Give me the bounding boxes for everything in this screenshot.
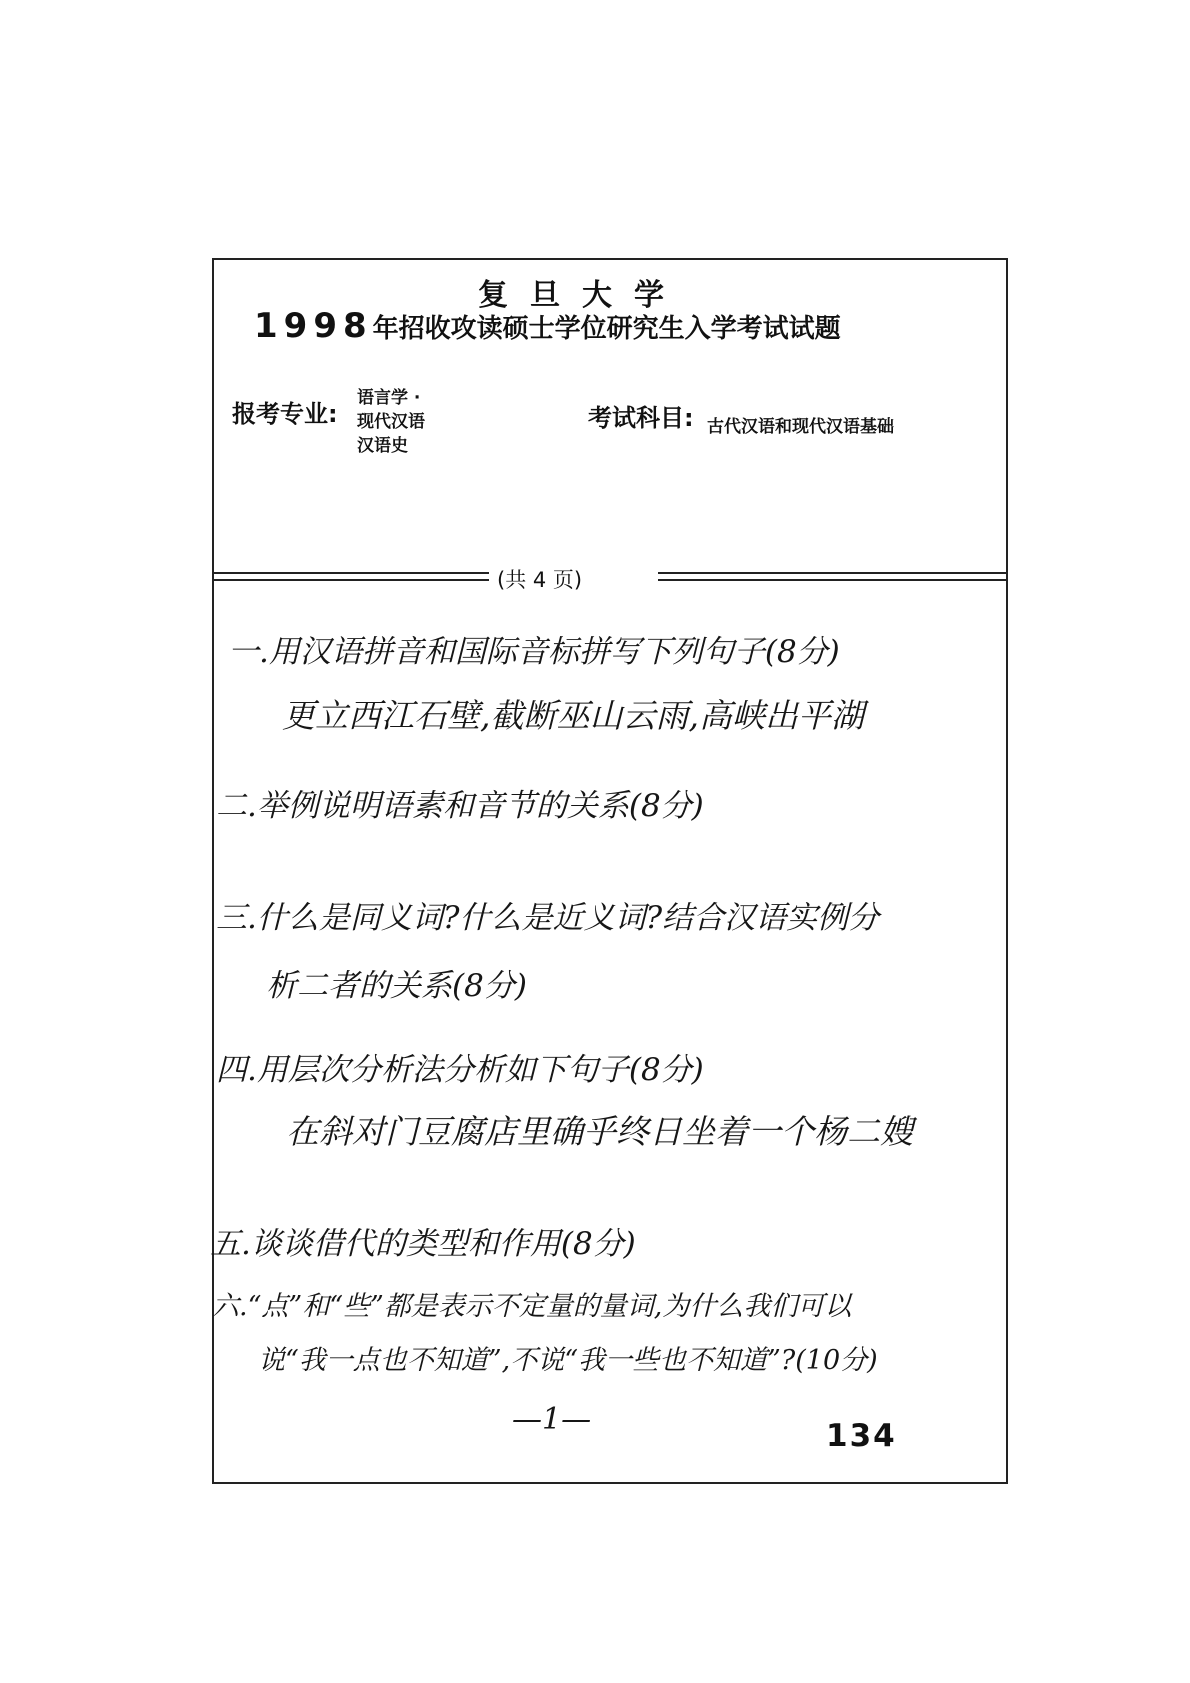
divider-left	[212, 572, 489, 581]
major-item: 汉语史	[357, 436, 408, 456]
major-label: 报考专业:	[232, 400, 338, 428]
question-6-line-1: 六.“点”和“些”都是表示不定量的量词,为什么我们可以	[212, 1291, 852, 1322]
major-item: 现代汉语	[357, 412, 425, 432]
page-number: —1—	[512, 1402, 592, 1437]
question-3-line-1: 三.什么是同义词?什么是近义词?结合汉语实例分	[216, 900, 880, 936]
exam-title	[254, 306, 841, 346]
major-list	[357, 386, 425, 458]
question-4-sentence: 在斜对门豆腐店里确乎终日坐着一个杨二嫂	[286, 1112, 913, 1151]
major-item: 语言学 ·	[357, 388, 421, 408]
university-name: 复旦大学	[478, 278, 686, 313]
subject-label: 考试科目:	[588, 404, 694, 432]
question-3-line-2: 析二者的关系(8分)	[266, 968, 527, 1004]
subject-name: 古代汉语和现代汉语基础	[707, 417, 894, 437]
sheet-number: 134	[826, 1418, 897, 1454]
question-1: 一.用汉语拼音和国际音标拼写下列句子(8分)	[228, 634, 840, 670]
question-6-line-2: 说“我一点也不知道”,不说“我一些也不知道”?(10分)	[258, 1345, 878, 1376]
question-2: 二.举例说明语素和音节的关系(8分)	[216, 788, 704, 824]
question-5: 五.谈谈借代的类型和作用(8分)	[210, 1226, 636, 1262]
question-1-sentence: 更立西江石壁,截断巫山云雨,高峡出平湖	[282, 696, 864, 735]
page-count: (共 4 页)	[497, 568, 583, 592]
question-4: 四.用层次分析法分析如下句子(8分)	[216, 1052, 704, 1088]
divider-right	[658, 572, 1008, 581]
exam-title-text: 年招收攻读硕士学位研究生入学考试试题	[372, 314, 841, 344]
exam-year: 1998	[254, 306, 373, 346]
